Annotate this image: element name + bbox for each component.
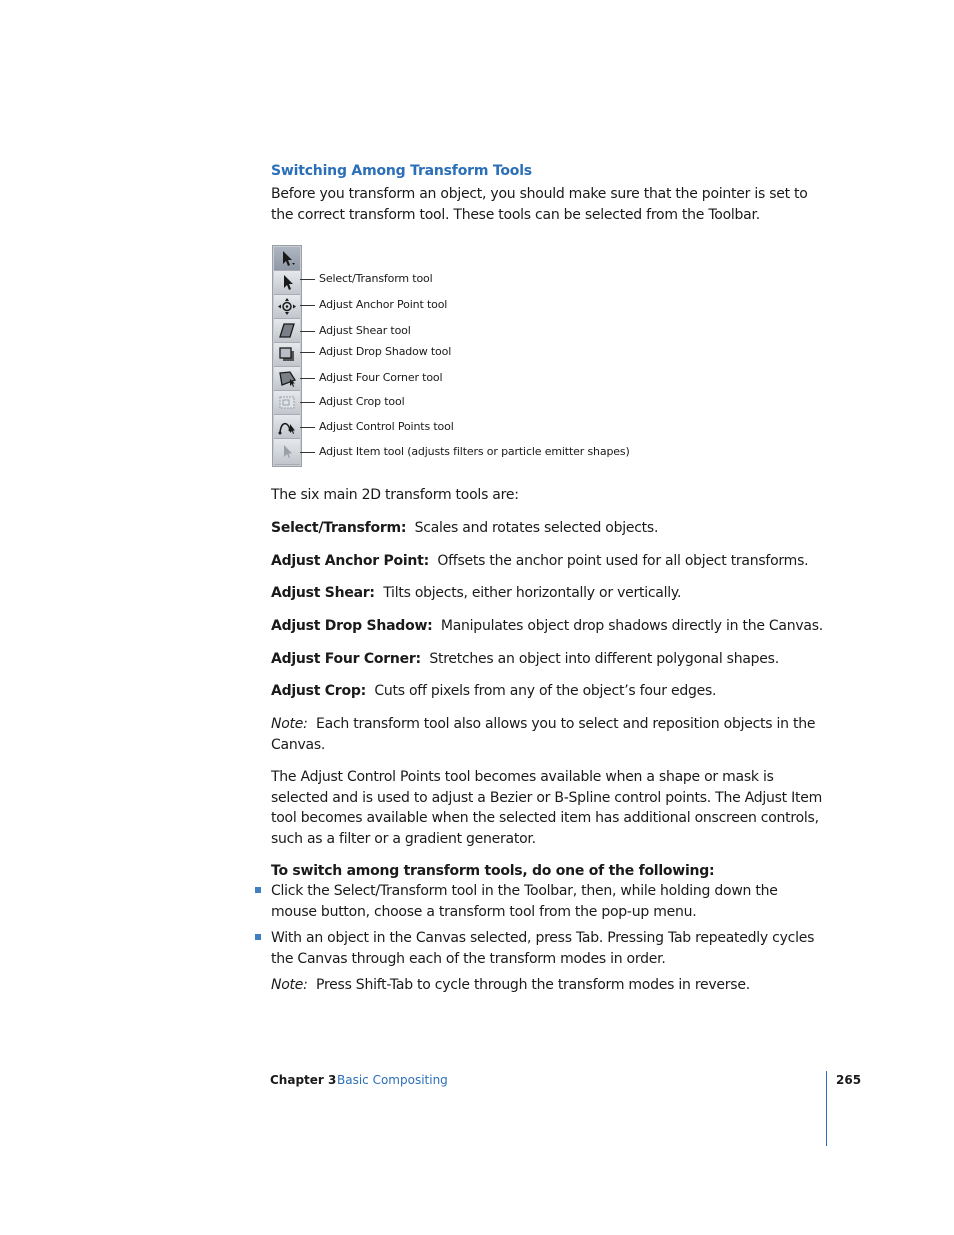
four-corner-icon <box>274 367 300 391</box>
item-icon <box>274 439 300 465</box>
transform-tool-menu <box>272 245 302 467</box>
crop-icon <box>274 391 300 415</box>
section-heading: Switching Among Transform Tools <box>271 163 532 179</box>
footer-chapter: Chapter 3 <box>270 1073 337 1087</box>
definition-item: Adjust Drop Shadow: Manipulates object drop shadows directly in the Canvas. <box>271 618 823 634</box>
definition-item: Adjust Anchor Point: Offsets the anchor point used for all object transforms. <box>271 553 809 569</box>
bullet-marker <box>255 887 261 893</box>
bullet-marker <box>255 934 261 940</box>
bullet-item: With an object in the Canvas selected, press Tab. Pressing Tab repeatedly cycles the Canvas through each of the transform modes in order. <box>271 930 815 967</box>
note-paragraph: Note: Each transform tool also allows you to select and reposition objects in the Canvas. <box>271 716 816 753</box>
arrow-cursor-icon <box>274 247 300 271</box>
callout-anchor-point: Adjust Anchor Point tool <box>300 298 447 311</box>
intro-paragraph: Before you transform an object, you should make sure that the pointer is set to the correct transform tool. These tools can be selected from the Toolbar. <box>271 186 808 223</box>
six-tools-intro: The six main 2D transform tools are: <box>271 487 519 503</box>
callout-crop: Adjust Crop tool <box>300 395 404 408</box>
control-points-paragraph: The Adjust Control Points tool becomes available when a shape or mask is selected and is used to adjust a Bezier or B-Spline control points. The Adjust Item tool becomes available when the selected item has additional onscreen controls, such as a filter or a gradient generator. <box>271 769 822 847</box>
footer-chapter-title[interactable]: Basic Compositing <box>337 1073 448 1087</box>
drop-shadow-icon <box>274 343 300 367</box>
callout-item: Adjust Item tool (adjusts filters or particle emitter shapes) <box>300 445 630 458</box>
definition-item: Adjust Four Corner: Stretches an object into different polygonal shapes. <box>271 651 779 667</box>
page-number: 265 <box>836 1073 862 1087</box>
callout-four-corner: Adjust Four Corner tool <box>300 371 442 384</box>
task-heading: To switch among transform tools, do one of the following: <box>271 863 715 879</box>
select-transform-icon <box>274 271 300 295</box>
note-paragraph: Note: Press Shift-Tab to cycle through the transform modes in reverse. <box>271 977 750 993</box>
control-points-icon <box>274 415 300 439</box>
callout-drop-shadow: Adjust Drop Shadow tool <box>300 345 451 358</box>
callout-select-transform: Select/Transform tool <box>300 272 433 285</box>
anchor-point-icon <box>274 295 300 319</box>
definition-item: Adjust Shear: Tilts objects, either horizontally or vertically. <box>271 585 682 601</box>
callout-control-points: Adjust Control Points tool <box>300 420 454 433</box>
footer-divider <box>826 1071 827 1146</box>
callout-shear: Adjust Shear tool <box>300 324 411 337</box>
bullet-item: Click the Select/Transform tool in the Toolbar, then, while holding down the mouse button, choose a transform tool from the pop-up menu. <box>271 883 778 920</box>
definition-item: Adjust Crop: Cuts off pixels from any of the object’s four edges. <box>271 683 717 699</box>
shear-icon <box>274 319 300 343</box>
definition-item: Select/Transform: Scales and rotates selected objects. <box>271 520 659 536</box>
